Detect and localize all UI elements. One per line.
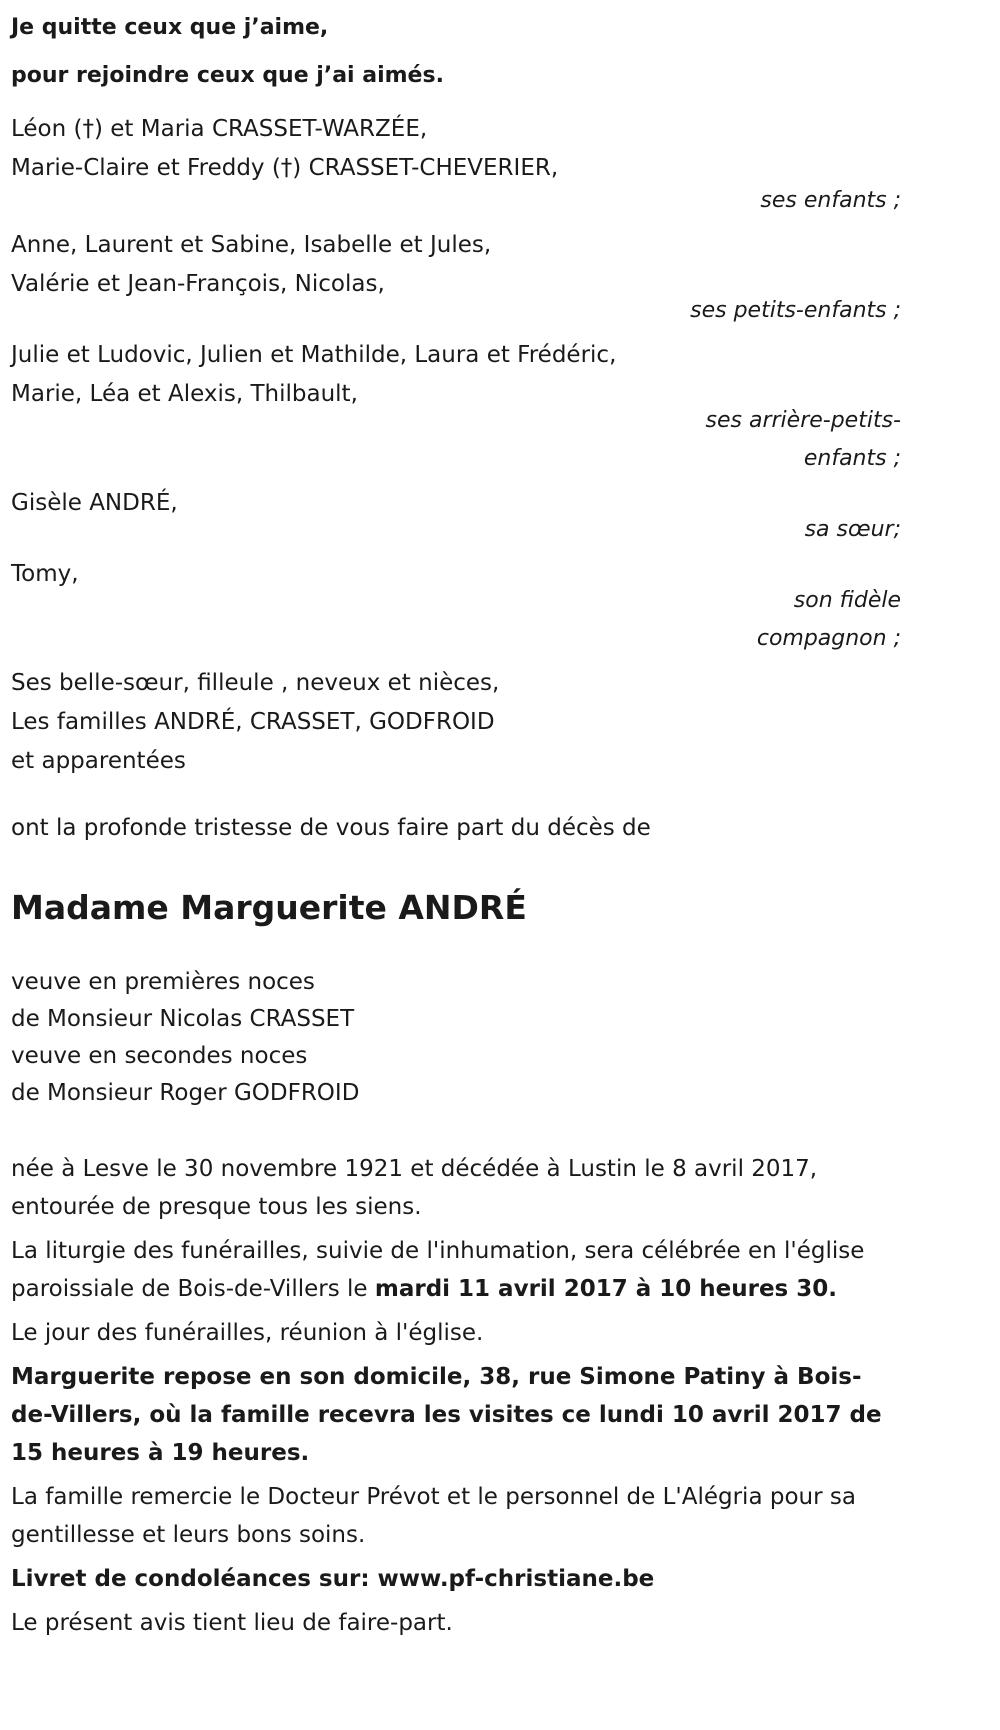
companion-relation-line-1: son fidèle — [793, 588, 901, 613]
closing-note: Le présent avis tient lieu de faire-part. — [11, 1610, 453, 1636]
extended-family-line-2: Les familles ANDRÉ, CRASSET, GODFROID — [11, 709, 495, 735]
companion-relation-line-2: compagnon ; — [756, 626, 901, 651]
condolences-link: Livret de condoléances sur: www.pf-christiane.be — [11, 1566, 655, 1592]
sister-relation: sa sœur; — [804, 517, 901, 542]
thanks-info: La famille remercie le Docteur Prévot et le personnel de L'Alégria pour sa gentillesse et leurs bons soins. — [11, 1484, 856, 1548]
details — [11, 1150, 901, 1642]
children-group — [11, 110, 901, 220]
birth-death-line-2: entourée de presque tous les siens. — [11, 1194, 422, 1220]
widowhood — [11, 964, 901, 1112]
extended-family-line-1: Ses belle-sœur, filleule , neveux et nièces, — [11, 670, 500, 696]
sister-group — [11, 484, 901, 549]
great-grandchildren-name-2: Marie, Léa et Alexis, Thilbault, — [11, 381, 358, 407]
widowhood-line-1: veuve en premières noces — [11, 969, 315, 995]
funeral-text: La liturgie des funérailles, suivie de l'inhumation, sera célébrée en l'église paroissiale de Bois-de-Villers le — [11, 1238, 865, 1302]
epigraph-line-2: pour rejoindre ceux que j’ai aimés. — [11, 63, 444, 88]
great-grandchildren-relation-line-2: enfants ; — [803, 446, 901, 471]
birth-death-line-1: née à Lesve le 30 novembre 1921 et décédée à Lustin le 8 avril 2017, — [11, 1156, 818, 1182]
companion-relation — [701, 582, 901, 658]
visitation-info: Marguerite repose en son domicile, 38, rue Simone Patiny à Bois-de-Villers, où la famille recevra les visites ce lundi 10 avril 2017 de 15 heures à 19 heures. — [11, 1364, 882, 1466]
extended-family-line-3: et apparentées — [11, 748, 186, 774]
sister-name: Gisèle ANDRÉ, — [11, 490, 178, 516]
funeral-datetime: mardi 11 avril 2017 à 10 heures 30. — [374, 1276, 837, 1302]
announcement: ont la profonde tristesse de vous faire part du décès de — [11, 815, 651, 841]
widowhood-line-4: de Monsieur Roger GODFROID — [11, 1080, 360, 1106]
extended-family — [11, 664, 901, 781]
widowhood-line-2: de Monsieur Nicolas CRASSET — [11, 1006, 355, 1032]
great-grandchildren-name-1: Julie et Ludovic, Julien et Mathilde, Laura et Frédéric, — [11, 342, 617, 368]
birth-death — [11, 1150, 901, 1226]
children-relation: ses enfants ; — [760, 188, 901, 213]
grandchildren-name-1: Anne, Laurent et Sabine, Isabelle et Jules, — [11, 232, 492, 258]
companion-group — [11, 555, 901, 658]
obituary-notice — [11, 0, 901, 1648]
deceased-name: Madame Marguerite ANDRÉ — [11, 888, 527, 927]
epigraph-line-1: Je quitte ceux que j’aime, — [11, 15, 329, 40]
children-name-2: Marie-Claire et Freddy (†) CRASSET-CHEVERIER, — [11, 155, 559, 181]
companion-name: Tomy, — [11, 561, 79, 587]
great-grandchildren-relation-line-1: ses arrière-petits- — [705, 408, 901, 433]
widowhood-line-3: veuve en secondes noces — [11, 1043, 308, 1069]
family-list — [11, 110, 901, 781]
epigraph — [11, 4, 901, 100]
grandchildren-group — [11, 226, 901, 330]
grandchildren-name-2: Valérie et Jean-François, Nicolas, — [11, 271, 385, 297]
great-grandchildren-relation — [671, 402, 901, 478]
great-grandchildren-group — [11, 336, 901, 478]
funeral-info — [11, 1232, 901, 1308]
children-name-1: Léon (†) et Maria CRASSET-WARZÉE, — [11, 116, 428, 142]
meeting-info: Le jour des funérailles, réunion à l'église. — [11, 1320, 484, 1346]
grandchildren-relation: ses petits-enfants ; — [690, 298, 901, 323]
